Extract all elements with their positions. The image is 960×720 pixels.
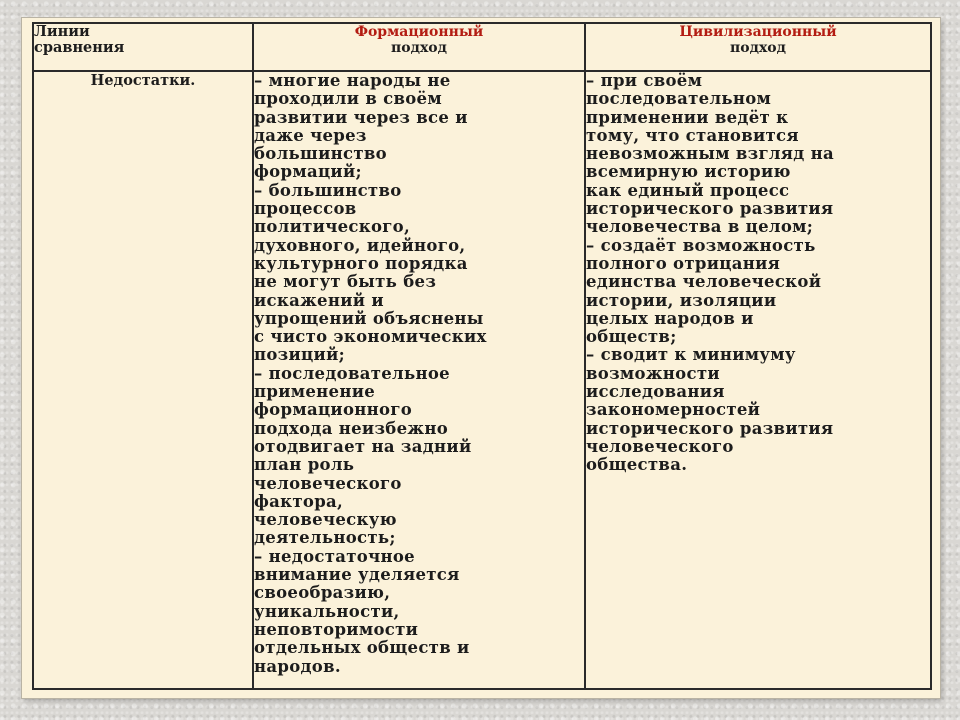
text-line: тому, что становится bbox=[586, 125, 799, 145]
text-line: упрощений объяснены bbox=[254, 308, 484, 328]
text-line: подхода неизбежно bbox=[254, 418, 449, 438]
header-civilizational bbox=[585, 23, 931, 71]
text-line: большинство bbox=[254, 144, 387, 164]
text-line: общества. bbox=[586, 455, 688, 475]
text-line: с чисто экономических bbox=[254, 327, 487, 347]
text-line: процессов bbox=[254, 199, 357, 219]
text-line: уникальности, bbox=[254, 601, 400, 621]
text-line: применение bbox=[254, 382, 376, 402]
text-line: невозможным взгляд на bbox=[586, 144, 835, 164]
text-line: – последовательное bbox=[254, 363, 450, 383]
text-line: отдельных обществ и bbox=[254, 638, 470, 658]
header-civilizational-sub: подход bbox=[730, 40, 786, 56]
formational-drawbacks-cell bbox=[253, 71, 585, 689]
text-line: проходили в своём bbox=[254, 89, 442, 109]
text-line: человеческую bbox=[254, 510, 397, 530]
text-line: применении ведёт к bbox=[586, 107, 789, 127]
text-line: возможности bbox=[586, 363, 720, 383]
header-formational-sub: подход bbox=[391, 40, 447, 56]
text-line: деятельность; bbox=[254, 528, 396, 548]
text-line: исторического развития bbox=[586, 418, 834, 438]
header-civilizational-title: Цивилизационный bbox=[679, 24, 837, 40]
text-line: как единый процесс bbox=[586, 180, 790, 200]
header-line: Линии bbox=[34, 23, 90, 40]
text-line: человеческого bbox=[586, 436, 734, 456]
text-line: даже через bbox=[254, 125, 367, 145]
text-line: человеческого bbox=[254, 473, 402, 493]
text-line: отодвигает на задний bbox=[254, 436, 472, 456]
text-line: план роль bbox=[254, 455, 355, 475]
text-line: исследования bbox=[586, 382, 725, 402]
table-row bbox=[33, 71, 931, 689]
text-line: искажений и bbox=[254, 290, 384, 310]
text-line: – недостаточное bbox=[254, 546, 415, 566]
text-line: культурного порядка bbox=[254, 253, 468, 273]
text-line: обществ; bbox=[586, 327, 677, 347]
header-formational bbox=[253, 23, 585, 71]
text-line: политического, bbox=[254, 217, 411, 237]
table-header-row bbox=[33, 23, 931, 71]
text-line: человечества в целом; bbox=[586, 217, 814, 237]
header-formational-title: Формационный bbox=[354, 24, 484, 40]
text-line: целых народов и bbox=[586, 308, 754, 328]
text-line: формаций; bbox=[254, 162, 362, 182]
text-line: – многие народы не bbox=[254, 71, 451, 90]
text-line: формационного bbox=[254, 400, 413, 420]
text-line: неповторимости bbox=[254, 619, 419, 639]
slide-background bbox=[22, 18, 940, 698]
text-line: духовного, идейного, bbox=[254, 235, 466, 255]
text-line: – при своём bbox=[586, 71, 703, 90]
text-line: исторического развития bbox=[586, 199, 834, 219]
text-line: закономерностей bbox=[586, 400, 761, 420]
text-line: позиций; bbox=[254, 345, 346, 365]
text-line: истории, изоляции bbox=[586, 290, 777, 310]
header-comparison-lines bbox=[33, 23, 253, 71]
text-line: единства человеческой bbox=[586, 272, 822, 292]
text-line: полного отрицания bbox=[586, 253, 781, 273]
text-line: народов. bbox=[254, 656, 341, 676]
row-label-drawbacks: Недостатки. bbox=[33, 71, 253, 689]
header-line: сравнения bbox=[34, 39, 125, 56]
text-line: последовательном bbox=[586, 89, 772, 109]
text-line: – большинство bbox=[254, 180, 402, 200]
text-line: – создаёт возможность bbox=[586, 235, 816, 255]
text-line: развитии через все и bbox=[254, 107, 468, 127]
civilizational-drawbacks-cell bbox=[585, 71, 931, 689]
text-line: фактора, bbox=[254, 491, 344, 511]
text-line: – сводит к минимуму bbox=[586, 345, 796, 365]
text-line: всемирную историю bbox=[586, 162, 791, 182]
text-line: своеобразию, bbox=[254, 583, 391, 603]
comparison-table bbox=[32, 22, 932, 690]
text-line: внимание уделяется bbox=[254, 565, 460, 585]
text-line: не могут быть без bbox=[254, 272, 437, 292]
